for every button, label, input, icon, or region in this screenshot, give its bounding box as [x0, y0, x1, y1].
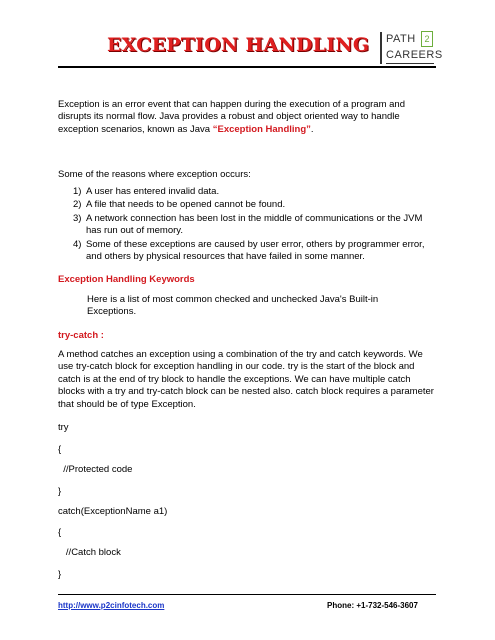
footer-phone: Phone: +1-732-546-3607 — [327, 601, 418, 610]
code-line: //Catch block — [58, 547, 121, 558]
logo-text-careers: CAREERS — [386, 49, 443, 61]
list-item — [58, 213, 438, 238]
code-line: } — [58, 569, 62, 580]
footer-website-link[interactable]: http://www.p2cinfotech.com — [58, 601, 165, 610]
code-line: { — [58, 444, 62, 455]
keywords-heading: Exception Handling Keywords — [58, 274, 195, 285]
intro-text: Exception is an error event that can happen during the execution of a program and disrupts its normal flow. Java provides a robust and object oriented way to handle exception scenarios, known as Java — [58, 99, 405, 135]
list-number: 2) — [73, 199, 82, 211]
logo-underline — [386, 63, 434, 64]
reasons-heading: Some of the reasons where exception occurs: — [58, 169, 251, 180]
header-divider — [58, 66, 436, 68]
list-item — [58, 199, 438, 211]
keywords-body: Here is a list of most common checked and unchecked Java's Built-in Exceptions. — [87, 294, 379, 318]
list-item — [58, 186, 438, 198]
intro-highlight: “Exception Handling” — [212, 123, 311, 135]
intro-paragraph — [58, 99, 436, 136]
list-text: A network connection has been lost in the middle of communications or the JVM has run out of memory. — [86, 212, 423, 237]
code-line: try — [58, 422, 69, 433]
list-number: 3) — [73, 212, 82, 224]
list-item — [58, 239, 438, 264]
code-line: { — [58, 527, 62, 538]
page-title: EXCEPTION HANDLING — [107, 34, 370, 56]
logo-text-path: PATH — [386, 33, 416, 45]
list-text: Some of these exceptions are caused by user error, others by programmer error, and others by physical resources that have failed in some manner. — [86, 238, 425, 263]
list-text: A file that needs to be opened cannot be found. — [86, 199, 286, 211]
list-text: A user has entered invalid data. — [86, 186, 220, 197]
reasons-list — [58, 186, 438, 264]
footer-divider — [58, 594, 436, 595]
logo-bar — [380, 32, 382, 64]
code-line: } — [58, 486, 62, 497]
code-line: //Protected code — [58, 464, 133, 475]
path2careers-logo — [380, 30, 443, 66]
intro-text-end: . — [310, 123, 314, 135]
list-number: 1) — [73, 186, 82, 197]
code-line: catch(ExceptionName a1) — [58, 506, 168, 517]
try-catch-body: A method catches an exception using a combination of the try and catch keywords. We use try-catch block for exception handling in our code. try is the start of the block and catch is at the end of try block to handle the exceptions. We can have multiple catch blocks with a try and try-catch block can be nested also. catch block requires a parameter that should be of type Exception. — [58, 349, 434, 410]
list-number: 4) — [73, 238, 82, 250]
try-catch-heading: try-catch : — [58, 330, 104, 341]
logo-badge: 2 — [421, 31, 433, 47]
